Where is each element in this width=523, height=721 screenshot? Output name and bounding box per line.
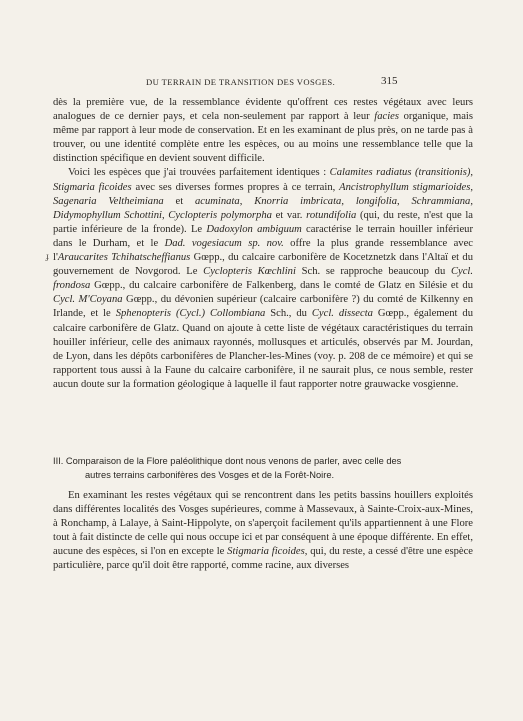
paragraph-continuation: dès la première vue, de la ressemblance évidente qu'offrent ces restes végétaux avec leurs analogues de ce dernier pays, et cela non-seulement par rapport à leur facies organique, mais même par rapport à leur mode de conservation. Et en les examinant de plus près, on ne tarde pas à trouver, ou une identité complète entre les espèces, ou au moins une ressemblance telle que la distinction spécifique en devient souvent difficile. [53, 97, 473, 165]
section-heading [53, 454, 473, 482]
running-title: DU TERRAIN DE TRANSITION DES VOSGES. [146, 77, 336, 87]
paragraph-species-list: Voici les espèces que j'ai trouvées parfaitement identiques : Calamites radiatus (transitionis), Stigmaria ficoides avec ses diverses formes propres à ce terrain, Ancistrophyllum stigmarioides, Sagenaria Veltheimiana et acuminata, Knorria imbricata, longifolia, Schrammiana, Didymophyllum Schottini, Cyclopteris polymorpha et var. rotundifolia (qui, du reste, n'est que la partie inférieure de la fronde). Le Dadoxylon ambiguum caractérise le terrain houiller inférieur dans le Durham, et le Dad. vogesiacum sp. nov. offre la plus grande ressemblance avec l'Araucarites Tchihatscheffianus Gœpp., du calcaire carbonifère de Kocetznetzk dans l'Altaï et du gouvernement de Novgorod. Le Cyclopteris Kœchlini Sch. se rapproche beaucoup du Cycl. frondosa Gœpp., du calcaire carbonifère de Falkenberg, dans le comté de Glatz en Silésie et du Cycl. M'Coyana Gœpp., du dévonien supérieur (calcaire carbonifère ?) du comté de Kilkenny en Irlande, et le Sphenopteris (Cycl.) Collombiana Sch., du Cycl. dissecta Gœpp., également du calcaire carbonifère de Glatz. Quand on ajoute à cette liste de végétaux caractéristiques du terrain houiller inférieur, celle des animaux rayonnés, mollusques et articulés, observés par M. Jourdan, de Lyon, dans les dépôts carbonifères de Plancher-les-Mines (voy. p. 208 de ce mémoire) et qui se rapportent tous aussi à la Faune du calcaire carbonifère, il ne saurait plus, ce nous semble, rester aucun doute sur la formation géologique à laquelle il faut rapporter notre grauwacke vosgienne. [53, 167, 474, 390]
paragraph-comparison: En examinant les restes végétaux qui se rencontrent dans les petits bassins houillers exploités dans différentes localités des Vosges supérieures, comme à Massevaux, à Sainte-Croix-aux-Mines, à Ronchamp, à Lalaye, à Saint-Hippolyte, on s'aperçoit facilement qu'ils appartiennent à une Flore tout à fait distincte de celle qui nous occupe ici et par conséquent à une époque différente. En effet, aucune des espèces, si l'on en excepte le Stigmaria ficoides, qui, du reste, a cessé d'être une espèce particulière, parce qu'il doit être rapporté, comme racine, aux diverses [53, 490, 474, 572]
page-number: 315 [381, 75, 398, 87]
body-text-top [53, 96, 473, 392]
margin-mark: ɟ [46, 251, 49, 261]
body-text-bottom [53, 489, 473, 574]
section-heading-line-2: autres terrains carbonifères des Vosges et de la Forêt-Noire. [85, 470, 335, 481]
section-heading-line-1: III. Comparaison de la Flore paléolithique dont nous venons de parler, avec celle des [53, 456, 402, 466]
running-header [0, 75, 523, 89]
